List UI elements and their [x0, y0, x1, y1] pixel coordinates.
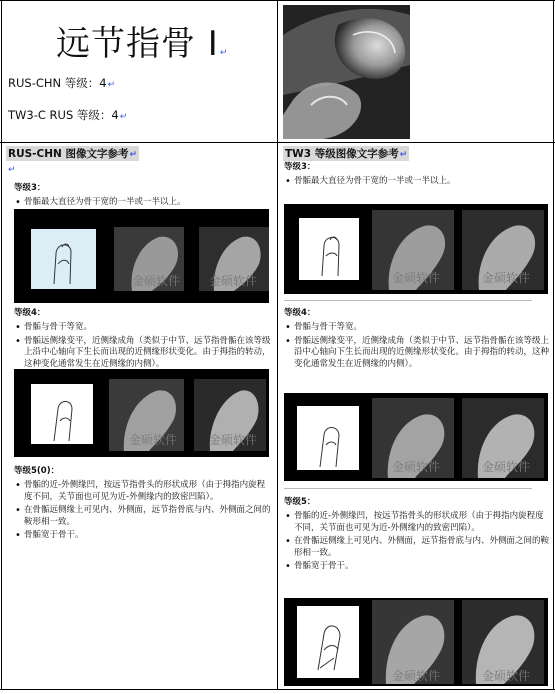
level-divider	[284, 300, 532, 301]
level-title: 等级3：	[14, 183, 46, 193]
watermark-text: 金硕软件	[392, 271, 441, 285]
list-item: • 在骨骺远侧缘上可见内、外侧面，远节指骨底与内、外侧面之间的鞍形相一致。	[284, 536, 549, 559]
left-level-4-image-strip	[14, 369, 269, 457]
watermark-text: 金硕软件	[129, 433, 178, 447]
watermark-text: 金硕软件	[392, 669, 441, 683]
level-title: 等级5：	[284, 497, 316, 507]
list-item: • 骨骺远侧缘变平，近侧缘成角（类似于中节、远节指骨骺在该等级上沿中心轴向下生长而出现的近侧缘形状变化。由于拇指的转动，这种变化通常发生在近侧缘的内侧）。	[14, 336, 272, 370]
right-level-3-image-strip	[284, 204, 548, 294]
right-level-5	[284, 497, 549, 575]
left-level-4	[14, 308, 272, 372]
list-item: • 骨骺最大直径为骨干宽的一半或一半以上。	[14, 197, 272, 208]
list-item: • 骨骺的近-外侧缘凹，按远节指骨头的形状成形（由于拇指内旋程度不同，关节面也可见为近-外侧缘内的致密凹陷）。	[14, 480, 272, 503]
list-item: • 骨骺的近-外侧缘凹，按远节指骨头的形状成形（由于拇指内旋程度不同，关节面也可见为近-外侧缘内的致密凹陷）。	[284, 511, 549, 534]
right-level-4-image-strip	[284, 393, 548, 481]
left-level-3	[14, 183, 272, 211]
rus-chn-grade: RUS-CHN 等级：4↵	[8, 76, 116, 90]
watermark-text: 金硕软件	[482, 669, 531, 683]
tw3-grade: TW3-C RUS 等级：4↵	[8, 108, 128, 122]
watermark-text: 金硕软件	[482, 460, 531, 474]
list-item: • 骨骺宽于骨干。	[284, 561, 549, 572]
table-column-divider	[277, 0, 278, 690]
watermark-text: 金硕软件	[132, 274, 181, 288]
level-title: 等级5(0)：	[14, 466, 60, 476]
list-item: • 骨骺宽于骨干。	[14, 530, 272, 541]
left-level-5	[14, 466, 272, 544]
watermark-text: 金硕软件	[392, 460, 441, 474]
watermark-text: 金硕软件	[209, 274, 258, 288]
page-title: 远节指骨 I↵	[56, 24, 229, 64]
list-item: • 在骨骺远侧缘上可见内、外侧面，远节指骨底与内、外侧面之间的鞍形相一致。	[14, 505, 272, 528]
right-level-4	[284, 308, 549, 372]
right-level-3	[284, 162, 549, 190]
main-xray-image	[283, 5, 410, 139]
left-section-heading: RUS-CHN 图像文字参考↵	[8, 148, 138, 160]
left-level-3-image-strip	[14, 209, 269, 303]
list-item: • 骨骺远侧缘变平，近侧缘成角（类似于中节、远节指骨骺在该等级上沿中心轴向下生长而出现的近侧缘形状变化。由于拇指的转动，这种变化通常发生在近侧缘的内侧）。	[284, 336, 549, 370]
right-section-heading: TW3 等级图像文字参考↵	[285, 148, 408, 160]
level-title: 等级4：	[284, 308, 316, 318]
watermark-text: 金硕软件	[482, 271, 531, 285]
level-title: 等级4：	[14, 308, 46, 318]
level-divider	[284, 488, 532, 489]
level-title: 等级3：	[284, 162, 316, 172]
list-item: • 骨骺与骨干等宽。	[14, 322, 272, 333]
right-level-5-image-strip	[284, 598, 548, 686]
list-item: • 骨骺与骨干等宽。	[284, 322, 549, 333]
table-border-right	[553, 0, 554, 690]
xray-thumb-distal-phalanx	[283, 5, 410, 139]
left-empty-paragraph: ↵	[8, 165, 16, 175]
list-item: • 骨骺最大直径为骨干宽的一半或一半以上。	[284, 176, 549, 187]
watermark-text: 金硕软件	[209, 433, 258, 447]
table-border-left	[1, 0, 2, 690]
